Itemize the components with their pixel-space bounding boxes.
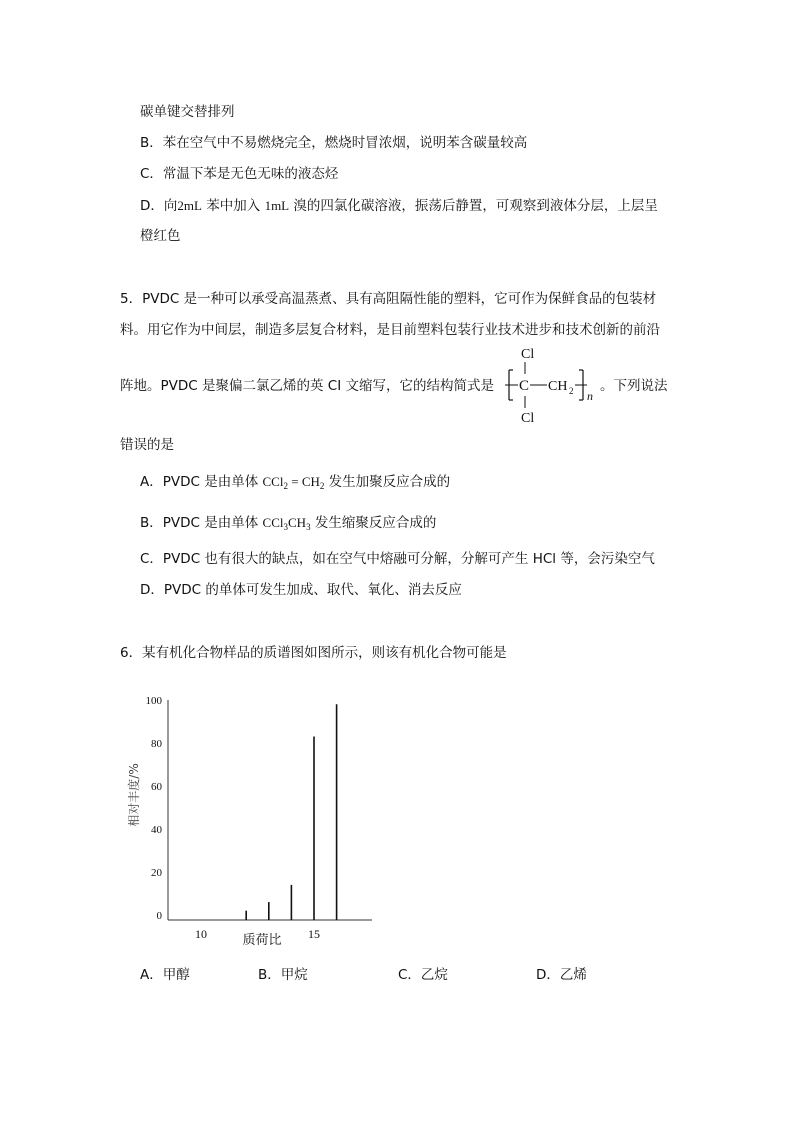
q4-option-d-prefix: D．向 [140,198,178,214]
q5-option-b-formula1: CCl [262,515,284,530]
formula-cl-top: Cl [521,347,535,362]
y-tick-label: 60 [151,781,162,793]
q5-stem-line1: 5．PVDC 是一种可以承受高温蒸煮、具有高阻隔性能的塑料，它可作为保鲜食品的包装材 [120,291,657,307]
q5-stem-line3-suffix: 。下列说法 [600,378,668,394]
q5-option-b-prefix: B．PVDC 是由单体 [140,515,263,531]
formula-ch-subscript: 2 [569,386,574,396]
chart-axes [168,700,372,920]
q4-option-a-continuation: 碳单键交替排列 [140,104,235,120]
q5-option-b-formula2: CH [288,515,307,530]
x-axis-label: 质荷比 [242,933,282,948]
q5-option-a-sub2: 2 [319,481,325,491]
q4-option-d-number1: 2 [177,198,184,213]
q4-option-d-continuation: 橙红色 [140,228,181,244]
q5-option-b [140,516,436,532]
q5-option-a-formula1: CCl [262,474,284,489]
y-axis-label: 相对丰度/% [127,763,141,827]
y-tick-label: 100 [145,695,162,707]
q4-option-d-suffix: 溴的四氯化碳溶液，振荡后静置，可观察到液体分层，上层呈 [289,198,658,214]
q5-option-b-suffix: 发生缩聚反应合成的 [310,515,437,531]
q5-option-a-equals: = [287,474,302,489]
formula-ch: CH [548,379,568,394]
y-tick-labels [146,695,163,922]
y-tick-label: 80 [151,738,162,750]
q5-option-a-sub1: 2 [283,481,288,491]
q6-option-b: B．甲烷 [258,967,308,983]
q6-option-a: A．甲醇 [140,967,190,983]
y-tick-label: 40 [151,824,162,836]
formula-cl-bottom: Cl [521,411,535,426]
x-tick-label: 15 [308,927,320,941]
q5-option-c: C．PVDC 也有很大的缺点，如在空气中熔融可分解，分解可产生 HCl 等，会污染空气 [140,551,655,567]
formula-carbon: C [519,378,530,394]
q4-option-b: B．苯在空气中不易燃烧完全，燃烧时冒浓烟，说明苯含碳量较高 [140,135,528,151]
q5-stem-line2: 料。用它作为中间层，制造多层复合材料，是目前塑料包装行业技术进步和技术创新的前沿 [120,322,660,338]
q5-option-a [140,475,450,491]
q5-option-a-formula2: CH [301,474,320,489]
y-tick-label: 0 [156,910,162,922]
chart-bars [246,704,336,920]
q4-option-c: C．常温下苯是无色无味的液态烃 [140,166,339,182]
formula-n: n [587,389,593,403]
q5-stem-line4: 错误的是 [120,437,174,453]
q5-option-b-sub1: 3 [283,522,289,532]
q5-option-a-suffix: 发生加聚反应合成的 [324,474,451,490]
q5-stem-line3: 阵地。PVDC 是聚偏二氯乙烯的英 CI 文缩写，它的结构简式是 [120,378,494,394]
q4-option-d [140,199,658,214]
q5-option-d: D．PVDC 的单体可发生加成、取代、氧化、消去反应 [140,582,462,598]
x-tick-labels [195,927,320,941]
y-tick-label: 20 [151,867,162,879]
q4-option-d-middle: 苯中加入 [201,198,265,214]
q4-option-d-unit1: mL [183,198,202,213]
q4-option-d-number2: 1 [264,198,272,213]
x-tick-label: 10 [195,927,207,941]
q5-option-a-prefix: A．PVDC 是由单体 [140,474,263,490]
q4-option-d-unit2: mL [271,198,290,213]
q6-option-d: D．乙烯 [536,967,587,983]
q5-option-b-sub2: 3 [306,522,311,532]
q6-option-c: C．乙烷 [398,967,448,983]
q6-stem: 6．某有机化合物样品的质谱图如图所示，则该有机化合物可能是 [120,645,507,661]
